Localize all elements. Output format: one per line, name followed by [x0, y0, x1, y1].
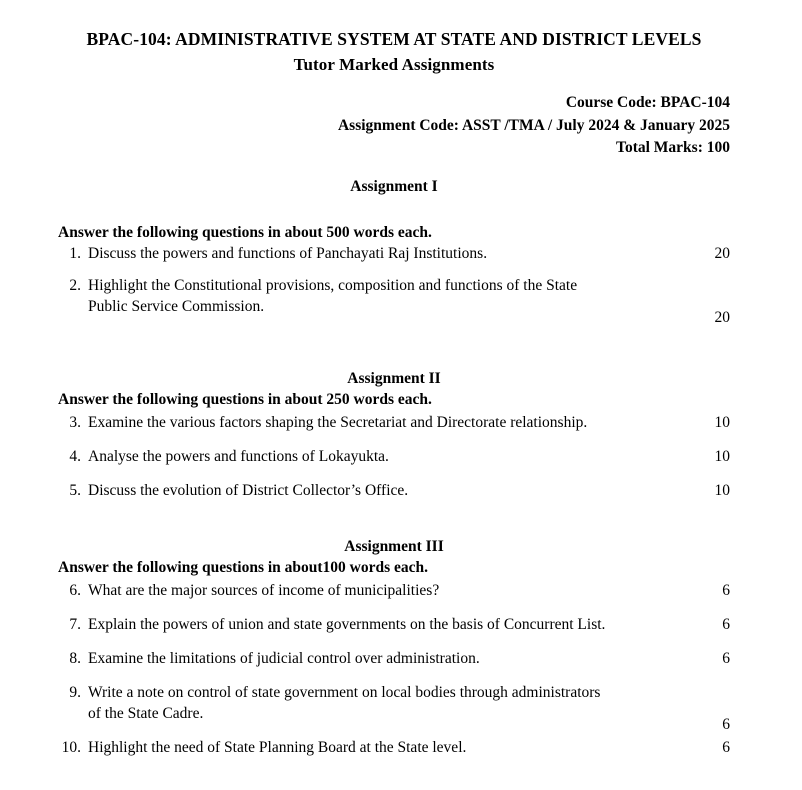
question-marks: 10: [714, 448, 730, 465]
question-body: [88, 243, 730, 264]
question-body: [88, 480, 730, 501]
question-text-continuation: of the State Cadre.: [88, 705, 204, 722]
question-text: Analyse the powers and functions of Lokayukta.: [88, 448, 389, 465]
assignment-1-heading: Assignment I: [350, 178, 438, 195]
question-text: Highlight the need of State Planning Board at the State level.: [88, 739, 467, 756]
question-text: Discuss the evolution of District Collector’s Office.: [88, 482, 409, 499]
document-title-line-1: BPAC-104: ADMINISTRATIVE SYSTEM AT STATE AND DISTRICT LEVELS: [86, 29, 702, 49]
question-row: [58, 580, 730, 601]
question-row: [58, 243, 730, 264]
question-marks: 10: [714, 414, 730, 431]
question-number: 10.: [61, 739, 81, 756]
question-marks: 20: [714, 309, 730, 326]
question-marks: 6: [722, 650, 730, 667]
question-number: 9.: [69, 684, 81, 701]
question-number: 8.: [69, 650, 81, 667]
question-text: Examine the various factors shaping the Secretariat and Directorate relationship.: [88, 414, 588, 431]
question-number: 1.: [69, 245, 81, 262]
question-row: [58, 648, 730, 669]
question-body: [88, 412, 730, 433]
question-row: [58, 614, 730, 635]
assignment-2-question-list: [58, 412, 730, 514]
question-row: [58, 412, 730, 433]
question-row: [58, 682, 730, 733]
document-title: [58, 26, 730, 78]
question-text: Discuss the powers and functions of Panchayati Raj Institutions.: [88, 245, 488, 262]
assignment-3-instruction: Answer the following questions in about100 words each.: [58, 559, 429, 576]
question-body: [88, 614, 730, 635]
question-number: 3.: [69, 414, 81, 431]
assignment-3-question-list: [58, 580, 730, 771]
question-body: [88, 446, 730, 467]
assignment-3-heading: Assignment III: [344, 538, 444, 555]
question-marks: 6: [722, 616, 730, 633]
question-body: [88, 682, 730, 733]
course-metadata-block: [58, 92, 730, 160]
question-marks: 10: [714, 482, 730, 499]
question-marks: 6: [722, 582, 730, 599]
question-text: What are the major sources of income of municipalities?: [88, 582, 440, 599]
question-marks: 6: [722, 716, 730, 733]
question-body: [88, 648, 730, 669]
assignment-code: Assignment Code: ASST /TMA / July 2024 & January 2025: [337, 116, 730, 134]
assignment-1-instruction: Answer the following questions in about 500 words each.: [58, 224, 432, 241]
question-text-continuation: Public Service Commission.: [88, 298, 265, 315]
question-marks: 6: [722, 739, 730, 756]
question-number: 7.: [69, 616, 81, 633]
assignment-2-instruction: Answer the following questions in about 250 words each.: [58, 391, 432, 408]
question-body: [88, 275, 730, 326]
question-text: Explain the powers of union and state governments on the basis of Concurrent List.: [88, 616, 606, 633]
question-body: [88, 737, 730, 758]
question-number: 5.: [69, 482, 81, 499]
question-text: Highlight the Constitutional provisions, composition and functions of the State: [88, 277, 578, 294]
question-text: Examine the limitations of judicial control over administration.: [88, 650, 480, 667]
course-code: Course Code: BPAC-104: [565, 94, 730, 111]
question-row: [58, 737, 730, 758]
total-marks: Total Marks: 100: [616, 139, 730, 156]
assignment-1-question-list: [58, 243, 730, 326]
assignment-2-heading: Assignment II: [347, 370, 441, 387]
question-number: 6.: [69, 582, 81, 599]
question-body: [88, 580, 730, 601]
question-text: Write a note on control of state government on local bodies through administrators: [88, 684, 601, 701]
document-title-line-2: Tutor Marked Assignments: [293, 55, 495, 74]
question-number: 4.: [69, 448, 81, 465]
question-row: [58, 446, 730, 467]
question-number: 2.: [69, 277, 81, 294]
question-row: [58, 275, 730, 326]
question-row: [58, 480, 730, 501]
question-marks: 20: [714, 245, 730, 262]
